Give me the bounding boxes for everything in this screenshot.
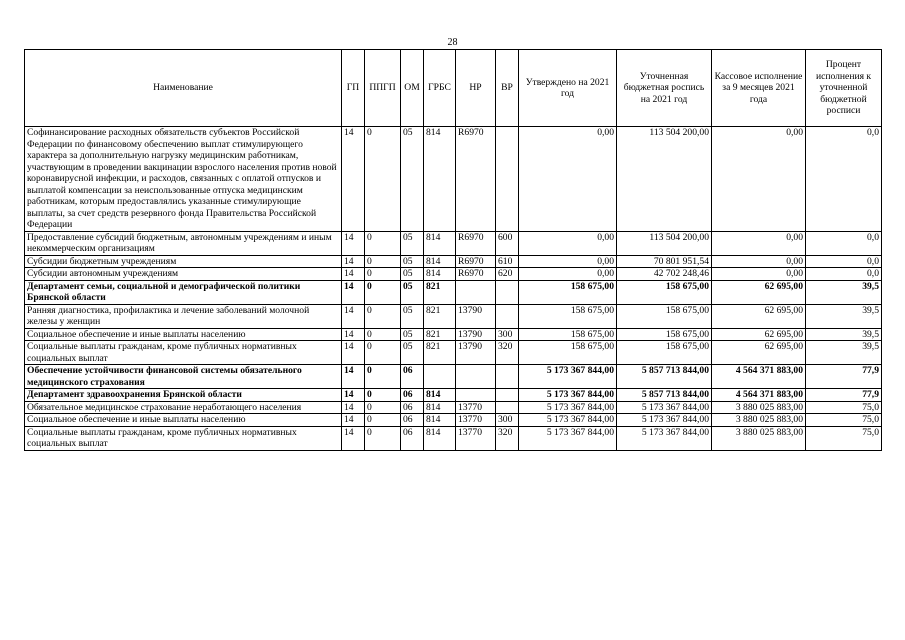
- cell-approved: 5 173 367 844,00: [519, 414, 617, 427]
- cell-om: 06: [401, 414, 424, 427]
- cell-refined: 5 857 713 844,00: [617, 389, 712, 402]
- table-row: [25, 426, 882, 450]
- table-row: [25, 127, 882, 232]
- cell-name: Обеспечение устойчивости финансовой системы обязательного медицинского страхования: [25, 365, 342, 389]
- cell-grbs: 814: [424, 127, 456, 232]
- cell-vr: [496, 401, 519, 414]
- col-header-vr: ВР: [496, 50, 519, 127]
- table-row: [25, 401, 882, 414]
- cell-name: Субсидии бюджетным учреждениям: [25, 255, 342, 268]
- col-header-nr: НР: [456, 50, 496, 127]
- cell-approved: 0,00: [519, 231, 617, 255]
- table-row: [25, 304, 882, 328]
- cell-cash: 62 695,00: [712, 280, 806, 304]
- budget-table: [24, 49, 882, 451]
- cell-approved: 158 675,00: [519, 328, 617, 341]
- col-header-ppgp: ППГП: [365, 50, 401, 127]
- cell-refined: 158 675,00: [617, 304, 712, 328]
- col-header-grbs: ГРБС: [424, 50, 456, 127]
- cell-name: Обязательное медицинское страхование неработающего населения: [25, 401, 342, 414]
- cell-grbs: 814: [424, 426, 456, 450]
- cell-om: 05: [401, 268, 424, 281]
- cell-nr: R6970: [456, 268, 496, 281]
- cell-percent: 0,0: [806, 231, 882, 255]
- cell-ppgp: 0: [365, 401, 401, 414]
- cell-gp: 14: [342, 401, 365, 414]
- cell-name: Департамент семьи, социальной и демографической политики Брянской области: [25, 280, 342, 304]
- col-header-name: Наименование: [25, 50, 342, 127]
- cell-gp: 14: [342, 426, 365, 450]
- cell-cash: 0,00: [712, 255, 806, 268]
- cell-percent: 75,0: [806, 401, 882, 414]
- table-row: [25, 231, 882, 255]
- cell-refined: 158 675,00: [617, 280, 712, 304]
- page-number: 28: [447, 37, 458, 48]
- table-row: [25, 328, 882, 341]
- cell-cash: 62 695,00: [712, 328, 806, 341]
- cell-nr: 13770: [456, 426, 496, 450]
- cell-grbs: 814: [424, 268, 456, 281]
- cell-ppgp: 0: [365, 304, 401, 328]
- cell-nr: 13770: [456, 401, 496, 414]
- cell-gp: 14: [342, 414, 365, 427]
- cell-grbs: 821: [424, 304, 456, 328]
- cell-nr: R6970: [456, 127, 496, 232]
- header-row: [25, 50, 882, 127]
- cell-approved: 0,00: [519, 127, 617, 232]
- cell-nr: R6970: [456, 255, 496, 268]
- cell-cash: 0,00: [712, 127, 806, 232]
- cell-refined: 42 702 248,46: [617, 268, 712, 281]
- cell-percent: 77,9: [806, 365, 882, 389]
- cell-grbs: 821: [424, 328, 456, 341]
- cell-name: Софинансирование расходных обязательств субъектов Российской Федерации по финансовому обеспечению выплат стимулирующего характера за дополнительную нагрузку медицинским работникам, участвующим в проведении вакцинации взрослого населения против новой коронавирусной инфекции, и расходов, связанных с оплатой отпусков и выплатой компенсации за неиспользованные отпуска медицинским работникам, которым предоставлялись указанные стимулирующие выплаты, за счет средств резервного фонда Правительства Российской Федерации: [25, 127, 342, 232]
- cell-percent: 39,5: [806, 328, 882, 341]
- cell-percent: 39,5: [806, 341, 882, 365]
- cell-grbs: 821: [424, 341, 456, 365]
- cell-ppgp: 0: [365, 268, 401, 281]
- cell-name: Субсидии автономным учреждениям: [25, 268, 342, 281]
- cell-approved: 5 173 367 844,00: [519, 426, 617, 450]
- cell-percent: 75,0: [806, 414, 882, 427]
- cell-om: 06: [401, 365, 424, 389]
- cell-refined: 113 504 200,00: [617, 231, 712, 255]
- cell-cash: 3 880 025 883,00: [712, 414, 806, 427]
- cell-name: Социальные выплаты гражданам, кроме публичных нормативных социальных выплат: [25, 426, 342, 450]
- cell-gp: 14: [342, 389, 365, 402]
- cell-ppgp: 0: [365, 231, 401, 255]
- cell-nr: [456, 280, 496, 304]
- cell-ppgp: 0: [365, 389, 401, 402]
- cell-cash: 4 564 371 883,00: [712, 389, 806, 402]
- table-row: [25, 341, 882, 365]
- cell-gp: 14: [342, 127, 365, 232]
- cell-cash: 3 880 025 883,00: [712, 401, 806, 414]
- cell-vr: [496, 365, 519, 389]
- cell-ppgp: 0: [365, 328, 401, 341]
- cell-gp: 14: [342, 328, 365, 341]
- cell-refined: 113 504 200,00: [617, 127, 712, 232]
- cell-om: 05: [401, 127, 424, 232]
- cell-gp: 14: [342, 231, 365, 255]
- cell-ppgp: 0: [365, 255, 401, 268]
- cell-om: 05: [401, 304, 424, 328]
- cell-om: 06: [401, 401, 424, 414]
- col-header-approved: Утверждено на 2021 год: [519, 50, 617, 127]
- cell-approved: 5 173 367 844,00: [519, 389, 617, 402]
- cell-name: Ранняя диагностика, профилактика и лечение заболеваний молочной железы у женщин: [25, 304, 342, 328]
- cell-grbs: 814: [424, 389, 456, 402]
- table-row: [25, 280, 882, 304]
- cell-percent: 0,0: [806, 255, 882, 268]
- cell-refined: 5 857 713 844,00: [617, 365, 712, 389]
- cell-om: 06: [401, 426, 424, 450]
- cell-ppgp: 0: [365, 127, 401, 232]
- cell-percent: 39,5: [806, 280, 882, 304]
- cell-ppgp: 0: [365, 365, 401, 389]
- cell-vr: 320: [496, 426, 519, 450]
- cell-name: Предоставление субсидий бюджетным, автономным учреждениям и иным некоммерческим организациям: [25, 231, 342, 255]
- cell-approved: 158 675,00: [519, 341, 617, 365]
- cell-grbs: 814: [424, 255, 456, 268]
- cell-grbs: 814: [424, 231, 456, 255]
- cell-nr: 13770: [456, 414, 496, 427]
- cell-vr: 610: [496, 255, 519, 268]
- cell-grbs: 814: [424, 401, 456, 414]
- col-header-refined: Уточненная бюджетная роспись на 2021 год: [617, 50, 712, 127]
- cell-om: 05: [401, 328, 424, 341]
- cell-cash: 3 880 025 883,00: [712, 426, 806, 450]
- cell-nr: 13790: [456, 328, 496, 341]
- cell-refined: 5 173 367 844,00: [617, 426, 712, 450]
- col-header-om: ОМ: [401, 50, 424, 127]
- cell-percent: 75,0: [806, 426, 882, 450]
- cell-om: 06: [401, 389, 424, 402]
- cell-gp: 14: [342, 341, 365, 365]
- cell-nr: [456, 389, 496, 402]
- cell-om: 05: [401, 280, 424, 304]
- cell-approved: 0,00: [519, 255, 617, 268]
- table-row: [25, 414, 882, 427]
- cell-refined: 5 173 367 844,00: [617, 414, 712, 427]
- cell-grbs: [424, 365, 456, 389]
- cell-cash: 0,00: [712, 231, 806, 255]
- cell-percent: 39,5: [806, 304, 882, 328]
- cell-refined: 70 801 951,54: [617, 255, 712, 268]
- cell-vr: 600: [496, 231, 519, 255]
- cell-approved: 0,00: [519, 268, 617, 281]
- cell-nr: 13790: [456, 304, 496, 328]
- cell-ppgp: 0: [365, 426, 401, 450]
- cell-grbs: 821: [424, 280, 456, 304]
- cell-percent: 0,0: [806, 127, 882, 232]
- cell-om: 05: [401, 231, 424, 255]
- table-row: [25, 365, 882, 389]
- cell-vr: 620: [496, 268, 519, 281]
- cell-gp: 14: [342, 255, 365, 268]
- table-row: [25, 389, 882, 402]
- cell-ppgp: 0: [365, 341, 401, 365]
- cell-approved: 158 675,00: [519, 280, 617, 304]
- cell-name: Социальное обеспечение и иные выплаты населению: [25, 328, 342, 341]
- cell-refined: 158 675,00: [617, 328, 712, 341]
- cell-vr: 300: [496, 414, 519, 427]
- col-header-cash: Кассовое исполнение за 9 месяцев 2021 года: [712, 50, 806, 127]
- cell-name: Департамент здравоохранения Брянской области: [25, 389, 342, 402]
- cell-cash: 62 695,00: [712, 341, 806, 365]
- cell-cash: 4 564 371 883,00: [712, 365, 806, 389]
- cell-percent: 77,9: [806, 389, 882, 402]
- cell-gp: 14: [342, 365, 365, 389]
- cell-name: Социальные выплаты гражданам, кроме публичных нормативных социальных выплат: [25, 341, 342, 365]
- cell-vr: [496, 280, 519, 304]
- cell-om: 05: [401, 255, 424, 268]
- cell-vr: 300: [496, 328, 519, 341]
- cell-ppgp: 0: [365, 280, 401, 304]
- cell-percent: 0,0: [806, 268, 882, 281]
- cell-vr: 320: [496, 341, 519, 365]
- cell-nr: R6970: [456, 231, 496, 255]
- cell-nr: [456, 365, 496, 389]
- cell-approved: 158 675,00: [519, 304, 617, 328]
- cell-cash: 62 695,00: [712, 304, 806, 328]
- cell-gp: 14: [342, 304, 365, 328]
- cell-approved: 5 173 367 844,00: [519, 401, 617, 414]
- col-header-gp: ГП: [342, 50, 365, 127]
- cell-ppgp: 0: [365, 414, 401, 427]
- table-row: [25, 255, 882, 268]
- cell-approved: 5 173 367 844,00: [519, 365, 617, 389]
- col-header-percent: Процент исполнения к уточненной бюджетной росписи: [806, 50, 882, 127]
- cell-refined: 158 675,00: [617, 341, 712, 365]
- cell-nr: 13790: [456, 341, 496, 365]
- cell-gp: 14: [342, 268, 365, 281]
- cell-om: 05: [401, 341, 424, 365]
- cell-grbs: 814: [424, 414, 456, 427]
- cell-refined: 5 173 367 844,00: [617, 401, 712, 414]
- cell-name: Социальное обеспечение и иные выплаты населению: [25, 414, 342, 427]
- cell-gp: 14: [342, 280, 365, 304]
- cell-vr: [496, 127, 519, 232]
- table-row: [25, 268, 882, 281]
- cell-cash: 0,00: [712, 268, 806, 281]
- cell-vr: [496, 304, 519, 328]
- cell-vr: [496, 389, 519, 402]
